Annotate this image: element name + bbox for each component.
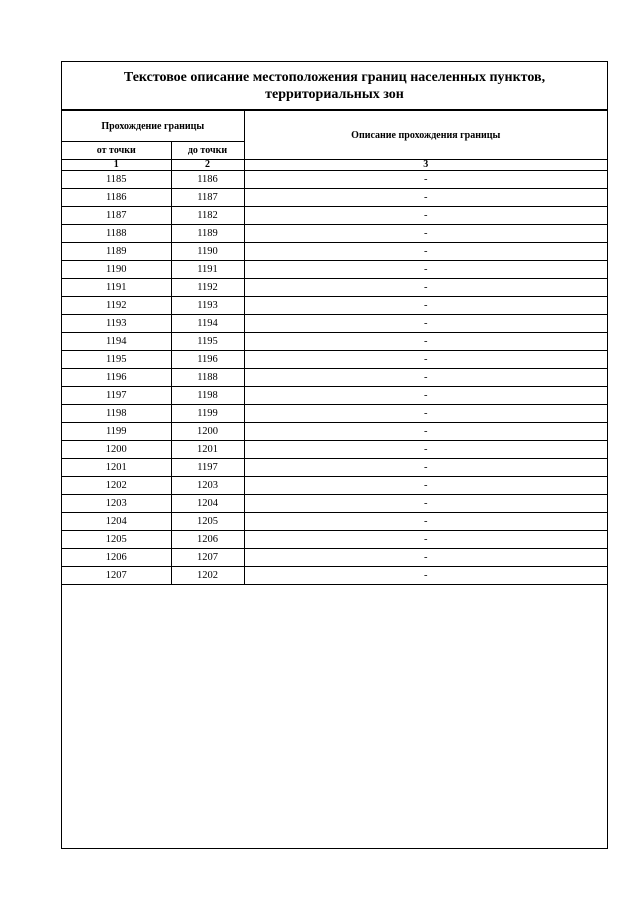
- boundary-table: [62, 110, 607, 585]
- header-row-numbers: [62, 160, 607, 171]
- to-point-cell: 1189: [171, 225, 244, 243]
- from-point-cell: 1201: [62, 459, 171, 477]
- to-point-cell: 1192: [171, 279, 244, 297]
- description-cell: -: [244, 405, 607, 423]
- to-point-cell: 1182: [171, 207, 244, 225]
- table-row: [62, 477, 607, 495]
- to-point-cell: 1206: [171, 531, 244, 549]
- title-line-2: территориальных зон: [265, 86, 404, 102]
- from-point-cell: 1194: [62, 333, 171, 351]
- description-cell: -: [244, 477, 607, 495]
- description-cell: -: [244, 315, 607, 333]
- column-number-2: 2: [171, 160, 244, 171]
- description-cell: -: [244, 549, 607, 567]
- description-cell: -: [244, 261, 607, 279]
- from-point-cell: 1190: [62, 261, 171, 279]
- table-row: [62, 459, 607, 477]
- from-point-cell: 1199: [62, 423, 171, 441]
- from-point-cell: 1197: [62, 387, 171, 405]
- from-point-cell: 1187: [62, 207, 171, 225]
- table-row: [62, 423, 607, 441]
- to-point-cell: 1195: [171, 333, 244, 351]
- to-point-cell: 1201: [171, 441, 244, 459]
- title-line-1: Текстовое описание местоположения границ населенных пунктов,: [123, 69, 546, 85]
- table-row: [62, 261, 607, 279]
- document-title: [62, 62, 607, 110]
- to-point-cell: 1188: [171, 369, 244, 387]
- column-number-1: 1: [62, 160, 171, 171]
- description-cell: -: [244, 297, 607, 315]
- description-cell: -: [244, 513, 607, 531]
- from-point-cell: 1193: [62, 315, 171, 333]
- table-row: [62, 567, 607, 585]
- table-row: [62, 441, 607, 459]
- to-point-cell: 1202: [171, 567, 244, 585]
- from-point-cell: 1195: [62, 351, 171, 369]
- to-point-cell: 1199: [171, 405, 244, 423]
- from-point-cell: 1203: [62, 495, 171, 513]
- description-cell: -: [244, 387, 607, 405]
- to-point-cell: 1198: [171, 387, 244, 405]
- description-cell: -: [244, 495, 607, 513]
- description-cell: -: [244, 531, 607, 549]
- table-row: [62, 189, 607, 207]
- to-point-cell: 1200: [171, 423, 244, 441]
- table-row: [62, 369, 607, 387]
- table-row: [62, 225, 607, 243]
- from-point-cell: 1198: [62, 405, 171, 423]
- to-point-cell: 1197: [171, 459, 244, 477]
- table-row: [62, 315, 607, 333]
- description-cell: -: [244, 279, 607, 297]
- table-row: [62, 513, 607, 531]
- description-cell: -: [244, 567, 607, 585]
- table-row: [62, 207, 607, 225]
- document-frame: [61, 61, 608, 849]
- to-point-cell: 1203: [171, 477, 244, 495]
- to-point-cell: 1204: [171, 495, 244, 513]
- from-point-cell: 1192: [62, 297, 171, 315]
- description-cell: -: [244, 441, 607, 459]
- from-point-cell: 1189: [62, 243, 171, 261]
- from-point-cell: 1206: [62, 549, 171, 567]
- description-cell: -: [244, 225, 607, 243]
- to-point-cell: 1186: [171, 171, 244, 189]
- description-cell: -: [244, 189, 607, 207]
- description-cell: -: [244, 351, 607, 369]
- to-point-cell: 1194: [171, 315, 244, 333]
- header-description: Описание прохождения границы: [244, 111, 607, 160]
- from-point-cell: 1196: [62, 369, 171, 387]
- to-point-cell: 1207: [171, 549, 244, 567]
- description-cell: -: [244, 243, 607, 261]
- to-point-cell: 1190: [171, 243, 244, 261]
- header-to-point: до точки: [171, 142, 244, 160]
- description-cell: -: [244, 423, 607, 441]
- description-cell: -: [244, 333, 607, 351]
- table-row: [62, 171, 607, 189]
- from-point-cell: 1202: [62, 477, 171, 495]
- from-point-cell: 1185: [62, 171, 171, 189]
- to-point-cell: 1191: [171, 261, 244, 279]
- header-from-point: от точки: [62, 142, 171, 160]
- table-row: [62, 495, 607, 513]
- table-row: [62, 531, 607, 549]
- header-boundary-passage: Прохождение границы: [62, 111, 244, 142]
- table-row: [62, 333, 607, 351]
- table-row: [62, 387, 607, 405]
- column-number-3: 3: [244, 160, 607, 171]
- table-row: [62, 297, 607, 315]
- table-row: [62, 351, 607, 369]
- from-point-cell: 1207: [62, 567, 171, 585]
- description-cell: -: [244, 171, 607, 189]
- to-point-cell: 1205: [171, 513, 244, 531]
- from-point-cell: 1204: [62, 513, 171, 531]
- from-point-cell: 1191: [62, 279, 171, 297]
- from-point-cell: 1205: [62, 531, 171, 549]
- to-point-cell: 1196: [171, 351, 244, 369]
- table-row: [62, 279, 607, 297]
- to-point-cell: 1193: [171, 297, 244, 315]
- table-row: [62, 405, 607, 423]
- from-point-cell: 1186: [62, 189, 171, 207]
- from-point-cell: 1188: [62, 225, 171, 243]
- from-point-cell: 1200: [62, 441, 171, 459]
- description-cell: -: [244, 207, 607, 225]
- description-cell: -: [244, 459, 607, 477]
- table-row: [62, 243, 607, 261]
- table-row: [62, 549, 607, 567]
- to-point-cell: 1187: [171, 189, 244, 207]
- description-cell: -: [244, 369, 607, 387]
- header-row-group: [62, 111, 607, 142]
